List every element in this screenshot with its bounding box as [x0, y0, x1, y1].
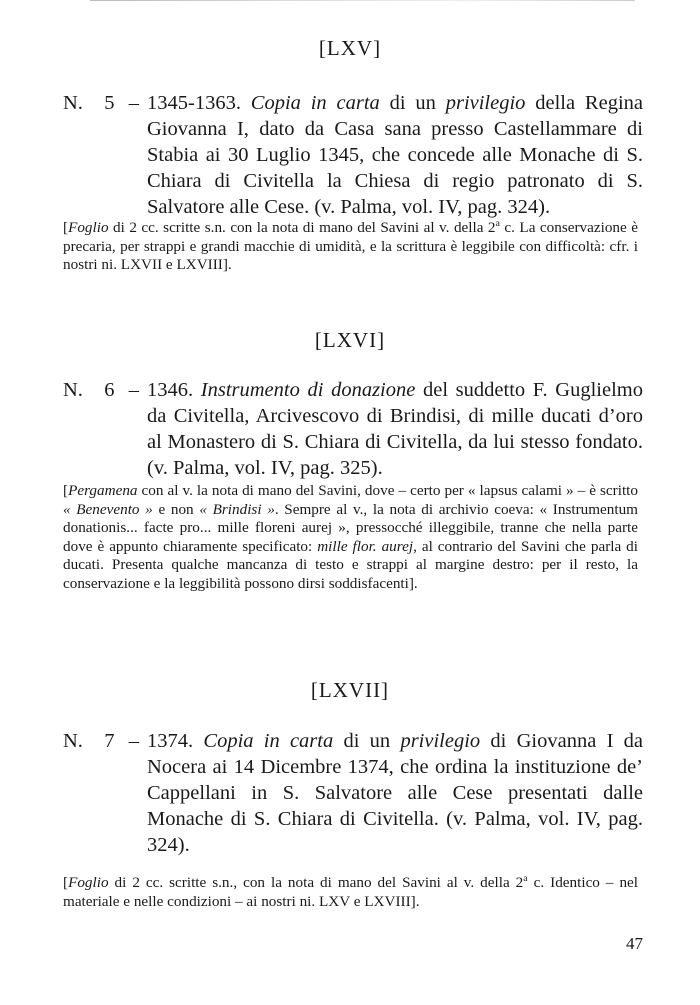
entry-lxvi [63, 377, 643, 481]
entry-note-lxv [63, 215, 638, 275]
entry-heading-lxvii: [LXVII] [310, 678, 390, 702]
text-run: di Giovanna I da Nocera ai 14 Dicembre 1374, che ordina la instituzione de’ Cappellani in S. Salvatore alle Cese presentati dalle Monache di S. Chiara di Civitella. (v. Palma, vol. IV, pag. 324). [147, 730, 644, 856]
entry-number: N. 6 – [63, 379, 140, 401]
text-run: della Regina Giovanna I, dato da Casa sana presso Castellammare di Stabia ai 30 Luglio 1345, che concede alle Monache di S. Chiara di Civitella la Chiesa di regio patronato di S. Salvatore alle Cese. (v. Palma, vol. IV, pag. 324). [147, 92, 643, 218]
text-run: di 2 cc. scritte s.n., con la nota di mano del Savini al v. della 2 [108, 874, 524, 892]
page-number: 47 [626, 934, 643, 953]
superscript: a [495, 218, 500, 229]
text-run: [ [63, 482, 69, 499]
entry-text [147, 728, 643, 858]
text-run: [ [63, 874, 69, 892]
text-run: . Sempre al v., la nota di archivio coeva: « Instrumentum donationis... facte pro... mille floreni aurej », pressocché illeggibile, tranne che nella parte dove è appunto chiaramente specificato: [63, 500, 638, 555]
italic-text: Copia in carta [250, 92, 380, 114]
italic-text: mille flor. aurej [317, 537, 414, 555]
text-run: c. Identico – nel materiale e nelle condizioni – ai nostri ni. LXV e LXVIII]. [63, 874, 638, 910]
italic-text: Pergamena [68, 482, 138, 499]
italic-text: « Brindisi » [199, 500, 275, 518]
text-run: c. La conservazione è precaria, per strappi e grandi macchie di umidità, e la scrittura è leggibile con difficoltà: cfr. i nostri ni. LXVII e LXVIII]. [63, 219, 638, 274]
entry-lxvii [63, 728, 643, 858]
italic-text: privilegio [445, 92, 526, 114]
entry-heading-lxvi: [LXVI] [314, 328, 386, 352]
italic-text: privilegio [400, 730, 481, 752]
top-rule [90, 0, 635, 1]
italic-text: Copia in carta [203, 730, 334, 752]
text-run: e non [152, 500, 200, 518]
entry-lxv [63, 90, 643, 220]
italic-text: « Benevento » [63, 500, 153, 518]
text-run: , al contrario del Savini che parla di ducati. Presenta qualche mancanza di testo e strappi al margine destro: per il resto, la conservazione e la leggibilità possono dirsi soddisfacenti]. [63, 537, 638, 592]
entry-heading-lxv: [LXV] [318, 36, 382, 60]
italic-text: Instrumento di donazione [200, 379, 416, 401]
italic-text: Foglio [68, 219, 109, 237]
entry-number: N. 5 – [63, 92, 140, 114]
text-run: del suddetto F. Guglielmo da Civitella, Arcivescovo di Brindisi, di mille ducati d’oro al Monastero di S. Chiara di Civitella, da lui stesso fondato. (v. Palma, vol. IV, pag. 325). [147, 379, 643, 479]
text-run: 1374. [147, 730, 204, 752]
text-run: con al v. la nota di mano del Savini, dove – certo per « lapsus calami » – è scritto [137, 482, 638, 499]
entry-number: N. 7 – [63, 730, 140, 752]
text-run: 1346. [147, 379, 201, 401]
entry-note-lxvii [63, 870, 638, 911]
text-run: [ [63, 219, 69, 237]
text-run: 1345-1363. [147, 92, 251, 114]
entry-text [147, 377, 643, 481]
entry-note-lxvi [63, 482, 638, 594]
entry-text [147, 90, 643, 220]
italic-text: Foglio [68, 874, 109, 892]
text-run: di un [333, 730, 401, 752]
text-run: di un [379, 92, 446, 114]
text-run: di 2 cc. scritte s.n. con la nota di mano del Savini al v. della 2 [108, 219, 496, 237]
superscript: a [523, 873, 528, 884]
